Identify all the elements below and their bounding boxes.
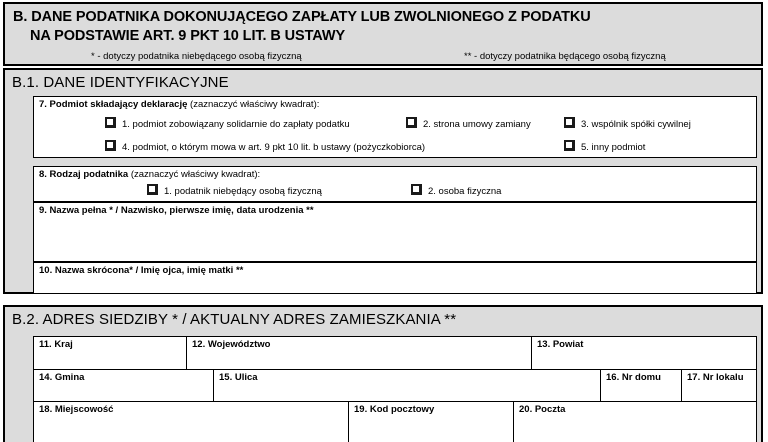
field-11-label: 11. Kraj [39, 339, 73, 350]
checkbox-7-option-3-label: 3. wspólnik spółki cywilnej [581, 119, 691, 130]
field-16-box[interactable] [600, 369, 683, 402]
section-b1-heading: B.1. DANE IDENTYFIKACYJNE [12, 74, 229, 91]
checkbox-7-option-2-label: 2. strona umowy zamiany [423, 119, 531, 130]
field-18-box[interactable] [33, 401, 350, 442]
field-15-label: 15. Ulica [219, 372, 258, 383]
field-12-box[interactable] [186, 336, 533, 370]
field-8-label-hint: (zaznaczyć właściwy kwadrat): [128, 169, 261, 180]
checkbox-7-option-5-label: 5. inny podmiot [581, 142, 646, 153]
checkbox-7-option-1-label: 1. podmiot zobowiązany solidarnie do zapłaty podatku [122, 119, 350, 130]
section-b-title-line-2: NA PODSTAWIE ART. 9 PKT 10 LIT. B USTAWY [30, 28, 346, 44]
field-9-box[interactable] [33, 202, 757, 262]
field-19-box[interactable] [348, 401, 515, 442]
field-14-box[interactable] [33, 369, 215, 402]
field-10-label: 10. Nazwa skrócona* / Imię ojca, imię matki ** [39, 265, 244, 276]
field-18-label: 18. Miejscowość [39, 404, 114, 415]
section-b2-heading: B.2. ADRES SIEDZIBY * / AKTUALNY ADRES ZAMIESZKANIA ** [12, 311, 457, 328]
checkbox-7-option-1[interactable] [105, 117, 116, 128]
field-12-label: 12. Województwo [192, 339, 271, 350]
field-7-label-strong: 7. Podmiot składający deklarację [39, 99, 188, 110]
field-16-label: 16. Nr domu [606, 372, 661, 383]
checkbox-7-option-2[interactable] [406, 117, 417, 128]
field-8-label-strong: 8. Rodzaj podatnika [39, 169, 129, 180]
section-b-title-line-1: B. DANE PODATNIKA DOKONUJĄCEGO ZAPŁATY LUB ZWOLNIONEGO Z PODATKU [13, 9, 591, 25]
section-b-title-banner [3, 2, 763, 66]
checkbox-7-option-5[interactable] [564, 140, 575, 151]
section-b1 [3, 68, 763, 294]
section-b2 [3, 305, 763, 442]
field-14-label: 14. Gmina [39, 372, 85, 383]
field-17-box[interactable] [681, 369, 757, 402]
field-7-label [39, 99, 319, 111]
field-20-label: 20. Poczta [519, 404, 566, 415]
field-7-box [33, 96, 757, 158]
footnote-double-star: ** - dotyczy podatnika będącego osobą fizyczną [464, 51, 666, 62]
field-10-box[interactable] [33, 262, 757, 294]
field-9-label: 9. Nazwa pełna * / Nazwisko, pierwsze imię, data urodzenia ** [39, 205, 314, 216]
checkbox-8-option-2-label: 2. osoba fizyczna [428, 186, 502, 197]
checkbox-8-option-1-label: 1. podatnik niebędący osobą fizyczną [164, 186, 322, 197]
field-13-box[interactable] [531, 336, 757, 370]
checkbox-8-option-1[interactable] [147, 184, 158, 195]
field-19-label: 19. Kod pocztowy [354, 404, 435, 415]
checkbox-8-option-2[interactable] [411, 184, 422, 195]
field-8-label [39, 169, 260, 181]
field-13-label: 13. Powiat [537, 339, 584, 350]
field-17-label: 17. Nr lokalu [687, 372, 744, 383]
checkbox-7-option-4-label: 4. podmiot, o którym mowa w art. 9 pkt 10 lit. b ustawy (pożyczkobiorca) [122, 142, 426, 153]
field-7-label-hint: (zaznaczyć właściwy kwadrat): [187, 99, 320, 110]
footnote-single-star: * - dotyczy podatnika niebędącego osobą fizyczną [91, 51, 302, 62]
field-15-box[interactable] [213, 369, 602, 402]
checkbox-7-option-3[interactable] [564, 117, 575, 128]
checkbox-7-option-4[interactable] [105, 140, 116, 151]
field-20-box[interactable] [513, 401, 757, 442]
field-11-box[interactable] [33, 336, 188, 370]
field-8-box [33, 166, 757, 202]
